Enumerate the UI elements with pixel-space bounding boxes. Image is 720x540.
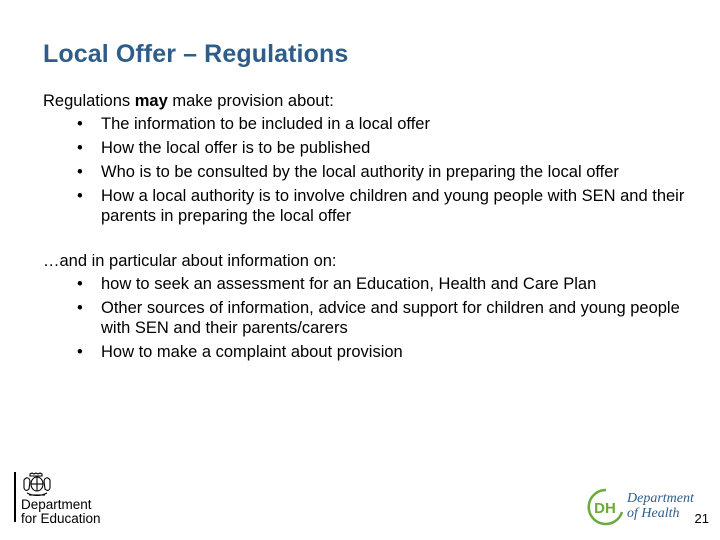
bullet-marker: •: [77, 343, 83, 361]
slide-title: Local Offer – Regulations: [43, 40, 349, 68]
dfe-logo-line1: Department: [21, 497, 92, 512]
bullet-marker: •: [77, 139, 83, 157]
slide-body: [43, 91, 693, 366]
section1-lead: [43, 91, 693, 111]
section1-bullet-list: [43, 114, 693, 226]
bullet-text: How to make a complaint about provision: [101, 343, 403, 361]
bullet-item: [77, 138, 693, 158]
dfe-logo-bar: [14, 472, 16, 522]
dfe-logo-text: [21, 498, 101, 526]
lead-text-bold: may: [134, 92, 168, 110]
dfe-logo: [12, 469, 112, 527]
dh-logo-line1: Department: [627, 491, 694, 506]
page-number: 21: [694, 511, 709, 526]
bullet-item: [77, 186, 693, 226]
dh-logo-text: [627, 491, 694, 521]
bullet-marker: •: [77, 115, 83, 133]
dh-logo-line2: of Health: [627, 506, 680, 521]
lead-text-pre: Regulations: [43, 92, 135, 110]
dh-mark-icon: [585, 487, 627, 527]
bullet-text: The information to be included in a local offer: [101, 115, 430, 133]
bullet-item: [77, 298, 693, 338]
dh-mark-text: DH: [594, 500, 616, 517]
bullet-item: [77, 162, 693, 182]
dh-logo: [585, 487, 700, 527]
royal-crest-icon: [21, 472, 53, 498]
section2-bullet-list: [43, 274, 693, 362]
bullet-text: How the local offer is to be published: [101, 139, 371, 157]
section2-lead: …and in particular about information on:: [43, 252, 337, 270]
bullet-marker: •: [77, 163, 83, 181]
dfe-logo-line2: for Education: [21, 511, 101, 526]
bullet-text: Who is to be consulted by the local authority in preparing the local offer: [101, 163, 619, 181]
bullet-item: [77, 114, 693, 134]
bullet-marker: •: [77, 187, 83, 205]
bullet-text: how to seek an assessment for an Education, Health and Care Plan: [101, 275, 597, 293]
bullet-text: How a local authority is to involve children and young people with SEN and their parents in preparing the local offer: [101, 187, 685, 225]
lead-text-post: make provision about:: [167, 92, 334, 110]
bullet-marker: •: [77, 299, 83, 317]
bullet-item: [77, 274, 693, 294]
bullet-text: Other sources of information, advice and support for children and young people with SEN and their parents/carers: [101, 299, 680, 337]
bullet-item: [77, 342, 693, 362]
bullet-marker: •: [77, 275, 83, 293]
